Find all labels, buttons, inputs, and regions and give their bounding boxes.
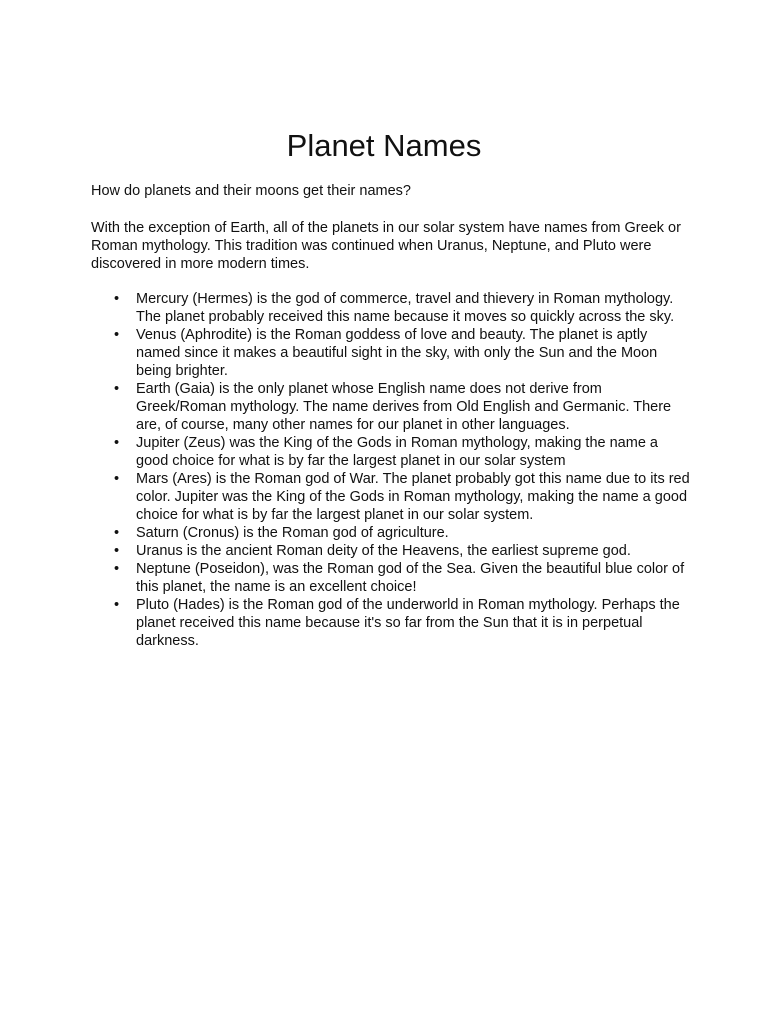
bullet-icon: • — [114, 525, 120, 541]
question-paragraph: How do planets and their moons get their names? — [91, 183, 411, 199]
bullet-icon: • — [114, 561, 120, 577]
list-item-text: Uranus is the ancient Roman deity of the Heavens, the earliest supreme god. — [136, 543, 631, 559]
list-item — [91, 434, 691, 470]
bullet-icon: • — [114, 381, 120, 397]
list-item — [91, 290, 691, 326]
list-item-text: Saturn (Cronus) is the Roman god of agriculture. — [136, 525, 449, 541]
bullet-icon: • — [114, 543, 120, 559]
bullet-icon: • — [114, 291, 120, 307]
list-item — [91, 560, 691, 596]
planet-list — [91, 290, 691, 650]
list-item-text: Jupiter (Zeus) was the King of the Gods in Roman mythology, making the name a good choice for what is by far the largest planet in our solar system — [136, 435, 658, 469]
intro-paragraph: With the exception of Earth, all of the planets in our solar system have names from Greek or Roman mythology. This tradition was continued when Uranus, Neptune, and Pluto were discovered in more modern times. — [91, 220, 681, 272]
list-item — [91, 326, 691, 380]
page-title: Planet Names — [286, 128, 482, 163]
list-item-text: Earth (Gaia) is the only planet whose English name does not derive from Greek/Roman mythology. The name derives from Old English and Germanic. There are, of course, many other names for our planet in other languages. — [136, 381, 672, 433]
bullet-icon: • — [114, 327, 120, 343]
bullet-icon: • — [114, 471, 120, 487]
list-item — [91, 542, 691, 560]
list-item — [91, 380, 691, 434]
list-item-text: Neptune (Poseidon), was the Roman god of the Sea. Given the beautiful blue color of this planet, the name is an excellent choice! — [136, 561, 685, 595]
list-item-text: Pluto (Hades) is the Roman god of the underworld in Roman mythology. Perhaps the planet received this name because it's so far from the Sun that it is in perpetual darkness. — [136, 597, 680, 649]
list-item — [91, 524, 691, 542]
list-item — [91, 596, 691, 650]
list-item-text: Mars (Ares) is the Roman god of War. The planet probably got this name due to its red color. Jupiter was the King of the Gods in Roman mythology, making the name a good choice for what is by far the largest planet in our solar system. — [136, 471, 690, 523]
bullet-icon: • — [114, 435, 120, 451]
list-item-text: Mercury (Hermes) is the god of commerce, travel and thievery in Roman mythology. The planet probably received this name because it moves so quickly across the sky. — [136, 291, 675, 325]
list-item — [91, 470, 691, 524]
list-item-text: Venus (Aphrodite) is the Roman goddess of love and beauty. The planet is aptly named since it makes a beautiful sight in the sky, with only the Sun and the Moon being brighter. — [136, 327, 658, 379]
bullet-icon: • — [114, 597, 120, 613]
